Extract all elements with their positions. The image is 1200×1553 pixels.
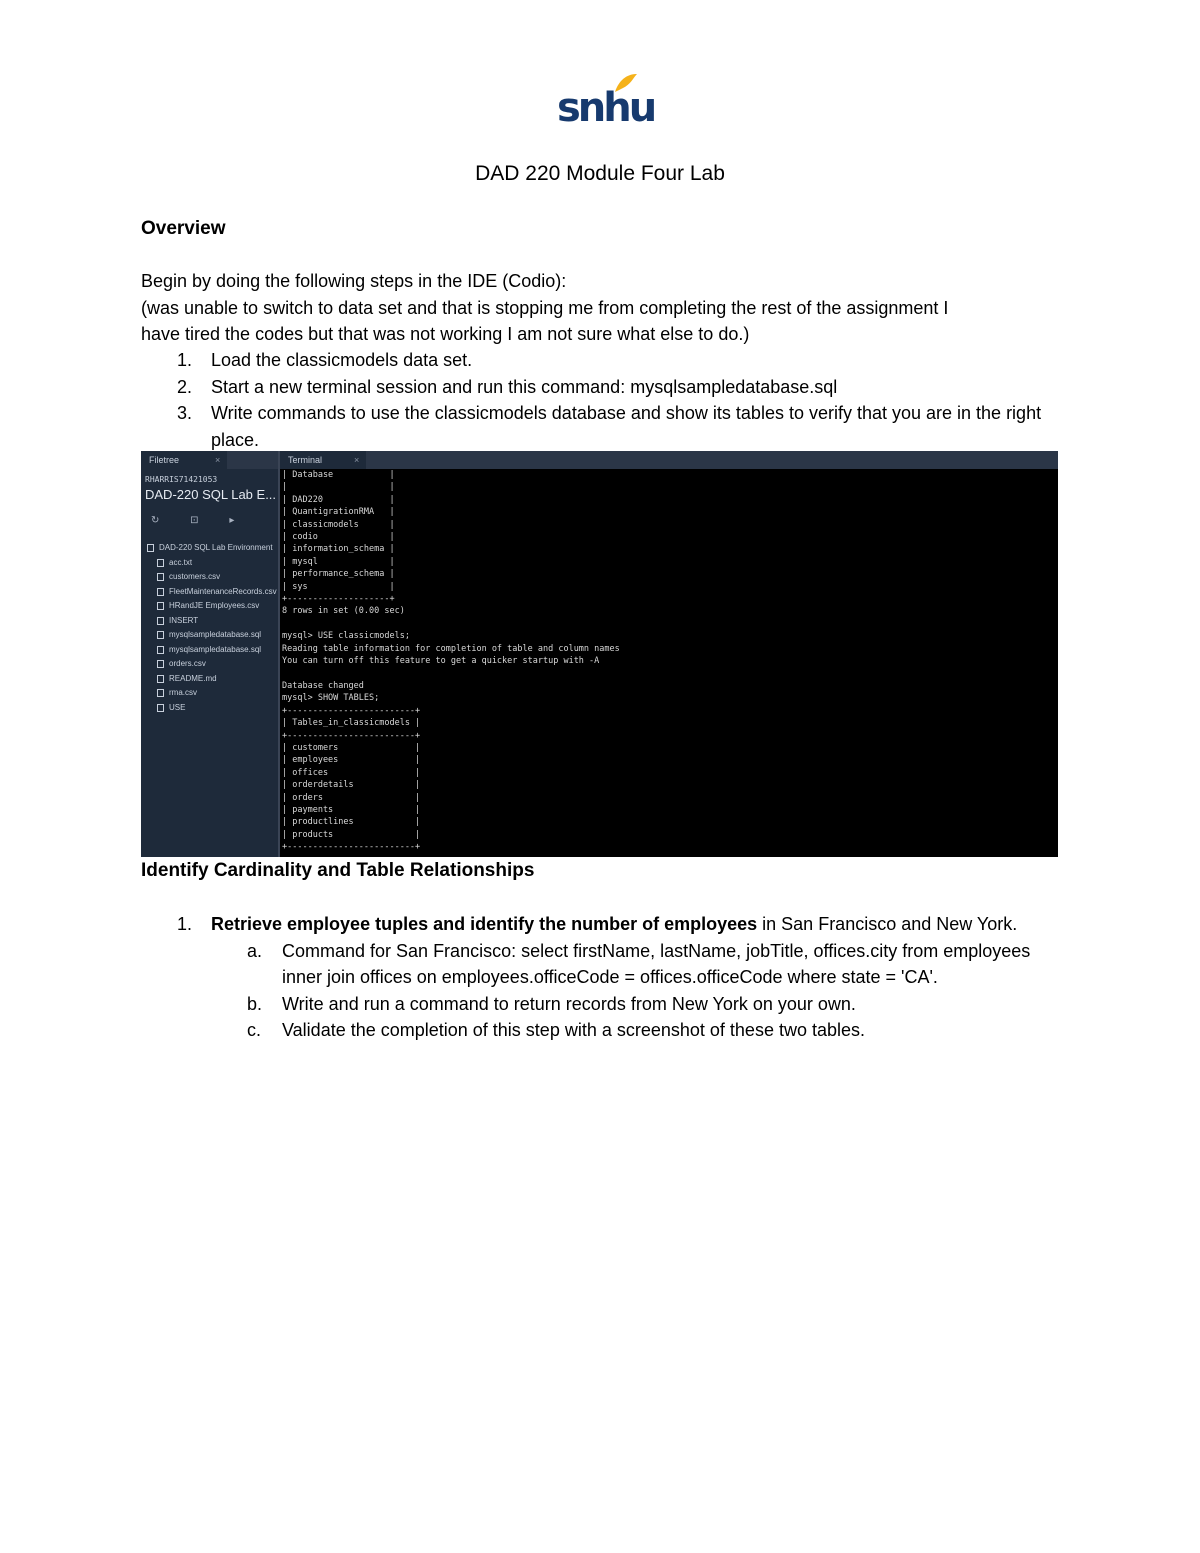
intro-paragraph (141, 268, 1061, 348)
terminal-line: | payments | (282, 804, 421, 815)
file-name: FleetMaintenanceRecords.csv (169, 586, 277, 596)
file-name: customers.csv (169, 572, 221, 581)
file-name: orders.csv (169, 659, 206, 668)
list-item (141, 400, 1061, 453)
terminal-line: | sys | (282, 581, 395, 592)
step-number: 3. (177, 403, 193, 423)
step-number: 2. (177, 376, 193, 397)
file-name: HRandJE Employees.csv (169, 601, 260, 610)
terminal-line: | Tables_in_classicmodels | (282, 718, 421, 729)
list-item (141, 374, 1061, 401)
terminal-line: | customers | (282, 742, 421, 753)
terminal-line: mysql> USE classicmodels; (282, 631, 410, 642)
step-text: Start a new terminal session and run this command: mysqlsampledatabase.sql (211, 376, 838, 397)
file-item[interactable] (141, 657, 278, 672)
folder-icon (147, 544, 154, 552)
file-icon (157, 602, 164, 610)
subtask-text: Command for San Francisco: select firstName, lastName, jobTitle, offices.city from employees inner join offices on employees.officeCode = offices.officeCode where state = 'CA'. (282, 940, 1031, 987)
terminal-panel (278, 451, 1058, 857)
file-tree (141, 541, 278, 715)
subtask-text: Write and run a command to return records from New York on your own. (282, 993, 856, 1014)
terminal-line: +-------------------------+ (282, 705, 421, 716)
terminal-line: | offices | (282, 767, 421, 778)
step-number: 1. (177, 350, 193, 370)
task-bold-text: Retrieve employee tuples and identify the number of employees (211, 914, 758, 934)
file-item[interactable] (141, 585, 278, 600)
sidebar-tabbar (141, 451, 278, 469)
file-icon (157, 631, 164, 639)
step-text: Load the classicmodels data set. (211, 350, 473, 370)
list-item (211, 938, 1061, 991)
logo-wordmark: snhu (557, 85, 655, 131)
file-item[interactable] (141, 556, 278, 571)
list-item (141, 911, 1061, 1044)
ide-screenshot (141, 451, 1058, 857)
file-name: USE (169, 702, 186, 712)
terminal-line: mysql> SHOW TABLES; (282, 693, 380, 704)
terminal-line: | productlines | (282, 817, 421, 828)
terminal-line: Reading table information for completion of table and column names (282, 643, 620, 654)
file-icon (157, 689, 164, 697)
close-icon[interactable]: × (354, 455, 360, 465)
terminal-line: | orders | (282, 792, 421, 803)
terminal-line: | | (282, 482, 395, 493)
terminal-tabbar (280, 451, 1058, 469)
file-item[interactable] (141, 686, 278, 701)
file-item[interactable] (141, 628, 278, 643)
snhu-logo (553, 72, 655, 134)
tree-toolbar-icons[interactable]: ↻ ⊡ ▸ (151, 515, 249, 526)
file-icon (157, 660, 164, 668)
terminal-line: | QuantigrationRMA | (282, 507, 395, 518)
subtask-letter: c. (247, 1020, 262, 1040)
terminal-line: +-------------------------+ (282, 730, 421, 741)
terminal-line: | products | (282, 829, 421, 840)
overview-heading: Overview (141, 218, 226, 239)
file-icon (157, 588, 164, 596)
step-text: Write commands to use the classicmodels database and show its tables to verify that you are in the right place. (211, 403, 1042, 450)
terminal-line: +-------------------------+ (282, 842, 421, 853)
file-name: INSERT (169, 615, 199, 625)
file-icon (157, 646, 164, 654)
file-item[interactable] (141, 614, 278, 629)
subtask-list (211, 938, 1061, 1044)
terminal-line: | codio | (282, 532, 395, 543)
subtask-letter: a. (247, 940, 263, 961)
terminal-line: | information_schema | (282, 544, 395, 555)
file-item[interactable] (141, 599, 278, 614)
intro-line: Begin by doing the following steps in the IDE (Codio): (141, 271, 567, 291)
file-icon (157, 559, 164, 567)
file-name: acc.txt (169, 557, 193, 567)
terminal-line: | employees | (282, 755, 421, 766)
list-item (211, 1017, 1061, 1044)
terminal-output[interactable] (282, 469, 620, 854)
task-text: in San Francisco and New York. (757, 914, 1018, 934)
file-icon (157, 675, 164, 683)
tab-filetree[interactable]: Filetree (141, 451, 227, 469)
file-item[interactable] (141, 570, 278, 585)
file-name: mysqlsampledatabase.sql (169, 644, 262, 654)
subtask-text: Validate the completion of this step with a screenshot of these two tables. (282, 1020, 865, 1040)
file-name: mysqlsampledatabase.sql (169, 630, 262, 639)
note-line-2: have tired the codes but that was not working I am not sure what else to do.) (141, 324, 750, 344)
file-name: DAD-220 SQL Lab Environment (159, 543, 273, 552)
terminal-line: Database changed (282, 680, 364, 691)
cardinality-heading: Identify Cardinality and Table Relationships (141, 860, 535, 881)
folder-item[interactable] (141, 541, 278, 556)
terminal-line: | performance_schema | (282, 569, 395, 580)
list-item (211, 991, 1061, 1018)
terminal-line: | DAD220 | (282, 494, 395, 505)
user-name: RHARRIS71421053 (145, 475, 218, 484)
steps-list (141, 347, 1061, 453)
file-icon (157, 573, 164, 581)
terminal-line: | Database | (282, 470, 395, 480)
ide-sidebar (141, 451, 278, 857)
terminal-line: 8 rows in set (0.00 sec) (282, 606, 405, 617)
project-title: DAD-220 SQL Lab E... (145, 487, 277, 502)
terminal-line: +--------------------+ (282, 594, 395, 605)
file-name: README.md (169, 673, 217, 683)
task-list (141, 911, 1061, 1044)
file-icon (157, 617, 164, 625)
terminal-line (282, 618, 620, 630)
file-item[interactable] (141, 643, 278, 658)
subtask-letter: b. (247, 993, 263, 1014)
file-item[interactable] (141, 701, 278, 716)
file-name: rma.csv (169, 688, 197, 697)
terminal-line: | classicmodels | (282, 519, 395, 530)
terminal-line: | mysql | (282, 556, 395, 567)
file-icon (157, 704, 164, 712)
close-icon[interactable]: × (215, 455, 221, 465)
task-number: 1. (177, 914, 193, 934)
document-title: DAD 220 Module Four Lab (475, 162, 725, 185)
tab-terminal[interactable]: Terminal (280, 451, 366, 469)
terminal-line: | orderdetails | (282, 780, 421, 791)
terminal-line (282, 667, 620, 679)
list-item (141, 347, 1061, 374)
note-line-1: (was unable to switch to data set and that is stopping me from completing the rest of the assignment I (141, 297, 949, 318)
file-item[interactable] (141, 672, 278, 687)
terminal-line: You can turn off this feature to get a quicker startup with -A (282, 656, 600, 667)
